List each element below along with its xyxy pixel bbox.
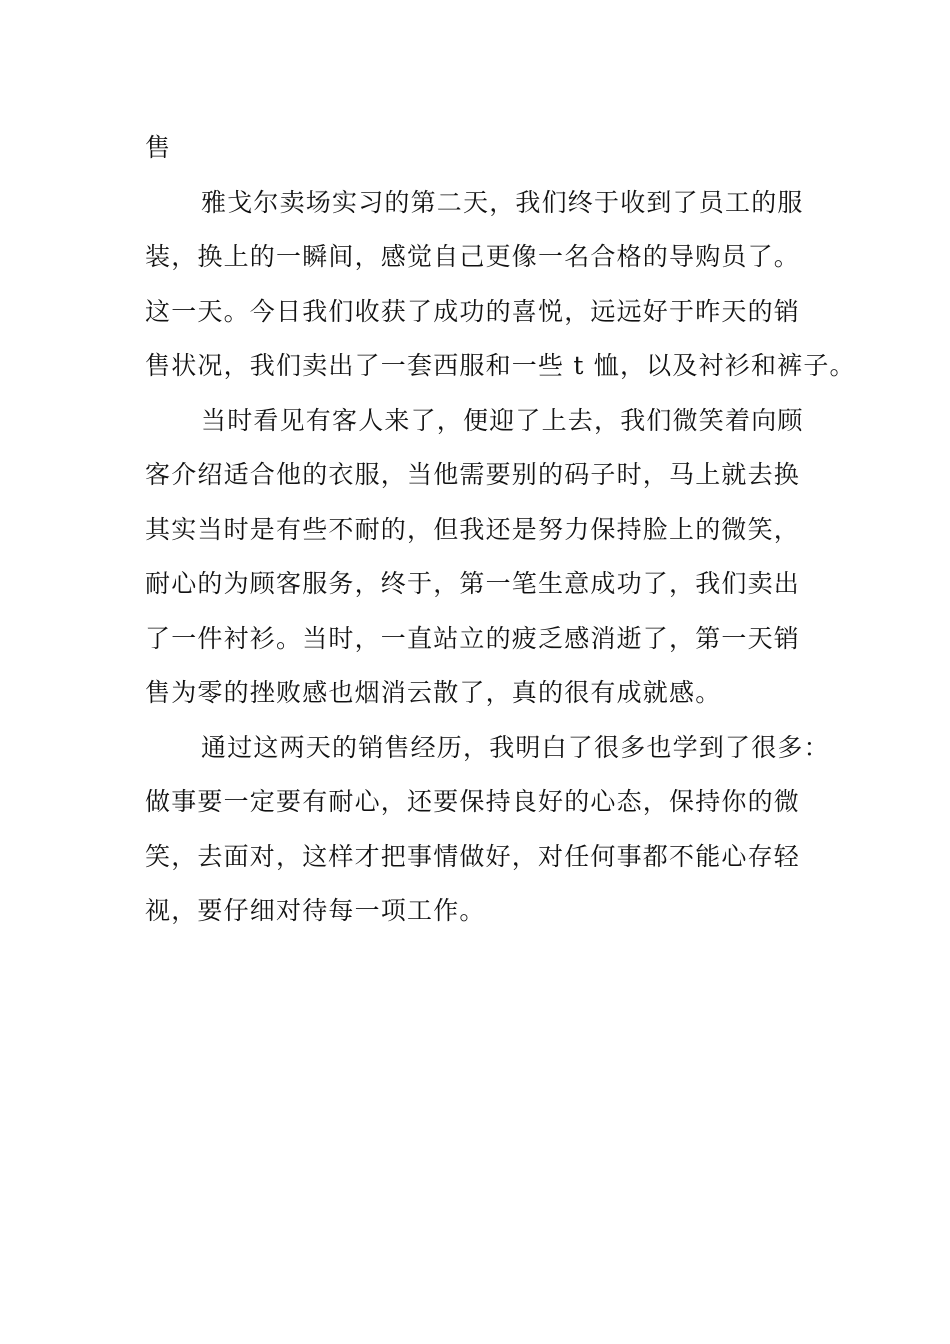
text-line: 客介绍适合他的衣服，当他需要别的码子时，马上就去换 [145,460,801,489]
text-line: 笑，去面对，这样才把事情做好，对任何事都不能心存轻 [145,841,801,871]
text-line: 做事要一定要有耐心，还要保持良好的心态，保持你的微 [145,787,801,816]
paragraph-first-line: 当时看见有客人来了，便迎了上去，我们微笑着向顾 [201,405,804,435]
text-line: 装，换上的一瞬间，感觉自己更像一名合格的导购员了。 [145,242,801,271]
text-line: 售状况，我们卖出了一套西服和一些 t 恤，以及衬衫和裤子。 [145,351,856,380]
text-line: 其实当时是有些不耐的，但我还是努力保持脸上的微笑， [145,514,801,544]
text-line: 了一件衬衫。当时，一直站立的疲乏感消逝了，第一天销 [145,623,801,653]
text-line: 这一天。今日我们收获了成功的喜悦，远远好于昨天的销 [145,296,801,326]
document-body [145,128,856,946]
text-line: 视，要仔细对待每一项工作。 [145,896,486,925]
paragraph-first-line: 通过这两天的销售经历，我明白了很多也学到了很多： [201,732,830,762]
text-line: 耐心的为顾客服务，终于，第一笔生意成功了，我们卖出 [145,569,801,598]
text-line: 售为零的挫败感也烟消云散了，真的很有成就感。 [145,678,722,707]
text-line: 售 [145,133,172,162]
paragraph-first-line: 雅戈尔卖场实习的第二天，我们终于收到了员工的服 [201,187,804,217]
